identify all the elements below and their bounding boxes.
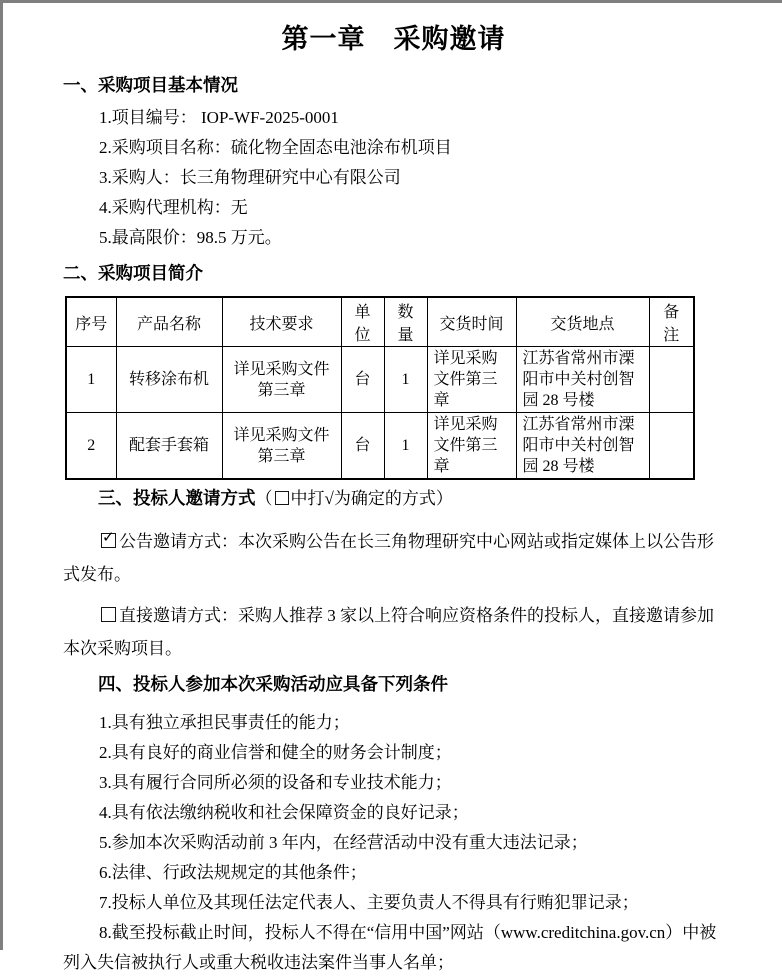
- table-cell-delivery-place: 江苏省常州市溧阳市中关村创智园 28 号楼: [516, 347, 649, 413]
- header-cell-delivery-place: 交货地点: [516, 297, 649, 347]
- table-cell-seq: 1: [66, 347, 116, 413]
- basic-info-item-purchaser: 3.采购人：长三角物理研究中心有限公司: [99, 168, 401, 187]
- bidder-condition-6: 6.法律、行政法规规定的其他条件；: [99, 863, 367, 882]
- basic-info-item-agency: 4.采购代理机构：无: [99, 198, 248, 217]
- section-1-heading: 一、采购项目基本情况: [63, 75, 238, 95]
- header-cell-product: 产品名称: [116, 297, 222, 347]
- section-3-heading: [63, 485, 724, 512]
- checked-checkbox-icon: [101, 533, 116, 548]
- section-3-heading-title: 三、投标人邀请方式: [98, 488, 256, 508]
- header-cell-unit: 单位: [341, 297, 384, 347]
- table-cell-tech: 详见采购文件第三章: [222, 347, 341, 413]
- table-cell-qty: 1: [384, 413, 427, 480]
- table-cell-unit: 台: [341, 347, 384, 413]
- bidder-condition-7: 7.投标人单位及其现任法定代表人、主要负责人不得具有行贿犯罪记录；: [99, 893, 639, 912]
- basic-info-item-project-name: 2.采购项目名称：硫化物全固态电池涂布机项目: [99, 138, 452, 157]
- table-cell-delivery-time: 详见采购文件第三章: [427, 347, 516, 413]
- invitation-option-public-text: 公告邀请方式：本次采购公告在长三角物理研究中心网站或指定媒体上以公告形式发布。: [63, 532, 714, 584]
- invitation-option-direct: [63, 599, 724, 665]
- table-cell-remark: [649, 347, 694, 413]
- bidder-condition-2: 2.具有良好的商业信誉和健全的财务会计制度；: [99, 743, 452, 762]
- table-cell-delivery-place: 江苏省常州市溧阳市中关村创智园 28 号楼: [516, 413, 649, 480]
- bidder-condition-1: 1.具有独立承担民事责任的能力；: [99, 713, 350, 732]
- table-cell-delivery-time: 详见采购文件第三章: [427, 413, 516, 480]
- bidder-conditions-list: [63, 708, 724, 978]
- empty-checkbox-icon: [275, 491, 289, 505]
- header-cell-seq: 序号: [66, 297, 116, 347]
- table-cell-seq: 2: [66, 413, 116, 480]
- invitation-option-direct-text: 直接邀请方式：采购人推荐 3 家以上符合响应资格条件的投标人，直接邀请参加本次采购项目。: [63, 606, 714, 658]
- table-row: [66, 413, 694, 480]
- header-cell-tech: 技术要求: [222, 297, 341, 347]
- bidder-condition-3: 3.具有履行合同所必须的设备和专业技术能力；: [99, 773, 452, 792]
- table-cell-product: 配套手套箱: [116, 413, 222, 480]
- table-cell-remark: [649, 413, 694, 480]
- invitation-option-public: [63, 525, 724, 591]
- bidder-condition-8: 8.截至投标截止时间，投标人不得在“信用中国”网站（www.creditchina.gov.cn）中被列入失信被执行人或重大税收违法案件当事人名单；: [63, 923, 717, 972]
- basic-info-item-project-number: 1.项目编号： IOP-WF-2025-0001: [99, 108, 339, 127]
- table-cell-unit: 台: [341, 413, 384, 480]
- table-row: [66, 347, 694, 413]
- table-cell-tech: 详见采购文件第三章: [222, 413, 341, 480]
- table-header-row: [66, 297, 694, 347]
- section-3-heading-note: （ 中打√为确定的方式）: [255, 489, 453, 508]
- section-4-heading: 四、投标人参加本次采购活动应具备下列条件: [98, 674, 448, 694]
- table-cell-product: 转移涂布机: [116, 347, 222, 413]
- products-table: [65, 296, 695, 480]
- empty-checkbox-icon: [101, 607, 116, 622]
- header-cell-qty: 数量: [384, 297, 427, 347]
- header-cell-delivery-time: 交货时间: [427, 297, 516, 347]
- table-cell-qty: 1: [384, 347, 427, 413]
- basic-info-list: [63, 103, 724, 253]
- basic-info-item-price-limit: 5.最高限价：98.5 万元。: [99, 228, 282, 247]
- chapter-title: 第一章 采购邀请: [281, 24, 506, 54]
- bidder-condition-5: 5.参加本次采购活动前 3 年内，在经营活动中没有重大违法记录；: [99, 833, 588, 852]
- header-cell-remark: 备注: [649, 297, 694, 347]
- bidder-condition-4: 4.具有依法缴纳税收和社会保障资金的良好记录；: [99, 803, 469, 822]
- section-2-heading: 二、采购项目简介: [63, 263, 203, 283]
